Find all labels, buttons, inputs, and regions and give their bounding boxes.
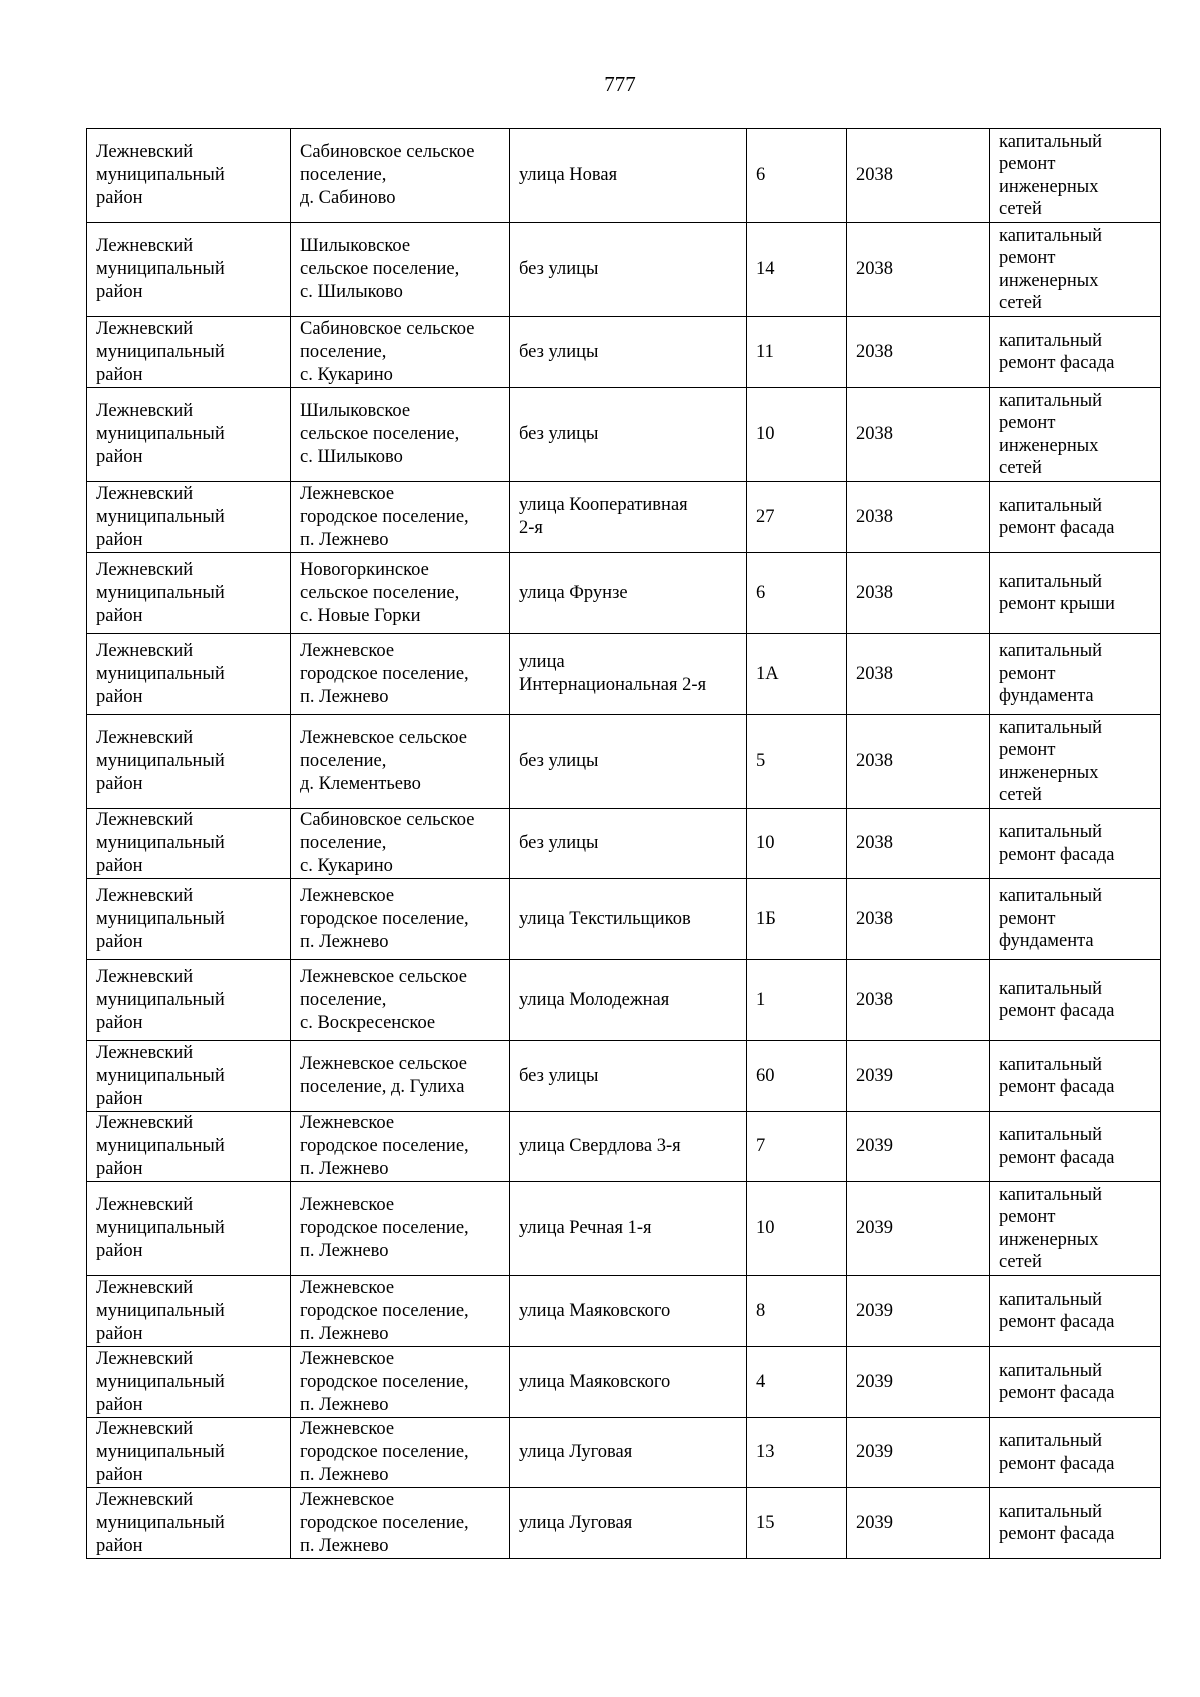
work-type-cell: капитальный ремонт инженерных сетей	[990, 1182, 1161, 1276]
district-cell: Лежневский муниципальный район	[87, 960, 291, 1041]
house-number-cell: 6	[747, 553, 847, 634]
work-type-cell: капитальный ремонт фундамента	[990, 634, 1161, 715]
settlement-cell: Лежневское сельское поселение, с. Воскресенское	[291, 960, 510, 1041]
year-cell: 2038	[847, 482, 990, 553]
district-cell: Лежневский муниципальный район	[87, 1182, 291, 1276]
work-type-cell: капитальный ремонт инженерных сетей	[990, 715, 1161, 809]
house-number-cell: 27	[747, 482, 847, 553]
district-cell: Лежневский муниципальный район	[87, 553, 291, 634]
table-row	[87, 1276, 1161, 1347]
year-cell: 2038	[847, 634, 990, 715]
street-cell: улица Фрунзе	[510, 553, 747, 634]
settlement-cell: Лежневское городское поселение, п. Лежнево	[291, 1488, 510, 1559]
settlement-cell: Лежневское городское поселение, п. Лежнево	[291, 1112, 510, 1182]
street-cell: улица Маяковского	[510, 1276, 747, 1347]
year-cell: 2039	[847, 1112, 990, 1182]
house-number-cell: 6	[747, 129, 847, 223]
year-cell: 2039	[847, 1276, 990, 1347]
settlement-cell: Лежневское сельское поселение, д. Клементьево	[291, 715, 510, 809]
table-row	[87, 223, 1161, 317]
work-type-cell: капитальный ремонт фасада	[990, 1276, 1161, 1347]
year-cell: 2038	[847, 317, 990, 388]
house-number-cell: 14	[747, 223, 847, 317]
house-number-cell: 7	[747, 1112, 847, 1182]
district-cell: Лежневский муниципальный район	[87, 129, 291, 223]
district-cell: Лежневский муниципальный район	[87, 879, 291, 960]
district-cell: Лежневский муниципальный район	[87, 1276, 291, 1347]
street-cell: без улицы	[510, 1041, 747, 1112]
house-number-cell: 8	[747, 1276, 847, 1347]
table-row	[87, 1112, 1161, 1182]
table-row	[87, 129, 1161, 223]
settlement-cell: Лежневское городское поселение, п. Лежнево	[291, 1347, 510, 1418]
house-number-cell: 5	[747, 715, 847, 809]
house-number-cell: 15	[747, 1488, 847, 1559]
house-number-cell: 1Б	[747, 879, 847, 960]
settlement-cell: Лежневское городское поселение, п. Лежнево	[291, 1276, 510, 1347]
work-type-cell: капитальный ремонт фасада	[990, 1112, 1161, 1182]
street-cell: улица Луговая	[510, 1488, 747, 1559]
work-type-cell: капитальный ремонт фасада	[990, 317, 1161, 388]
table-row	[87, 1182, 1161, 1276]
district-cell: Лежневский муниципальный район	[87, 1112, 291, 1182]
table-row	[87, 809, 1161, 879]
district-cell: Лежневский муниципальный район	[87, 1041, 291, 1112]
work-type-cell: капитальный ремонт инженерных сетей	[990, 388, 1161, 482]
district-cell: Лежневский муниципальный район	[87, 223, 291, 317]
street-cell: без улицы	[510, 715, 747, 809]
table-row	[87, 1347, 1161, 1418]
street-cell: без улицы	[510, 223, 747, 317]
house-number-cell: 10	[747, 1182, 847, 1276]
table-row	[87, 715, 1161, 809]
street-cell: улица Маяковского	[510, 1347, 747, 1418]
table-row	[87, 1418, 1161, 1488]
house-number-cell: 13	[747, 1418, 847, 1488]
repair-schedule-table	[86, 128, 1161, 1559]
settlement-cell: Лежневское городское поселение, п. Лежнево	[291, 482, 510, 553]
settlement-cell: Шилыковское сельское поселение, с. Шилыково	[291, 388, 510, 482]
settlement-cell: Лежневское городское поселение, п. Лежнево	[291, 1418, 510, 1488]
district-cell: Лежневский муниципальный район	[87, 482, 291, 553]
year-cell: 2038	[847, 879, 990, 960]
settlement-cell: Шилыковское сельское поселение, с. Шилыково	[291, 223, 510, 317]
district-cell: Лежневский муниципальный район	[87, 317, 291, 388]
work-type-cell: капитальный ремонт фасада	[990, 1347, 1161, 1418]
year-cell: 2039	[847, 1182, 990, 1276]
house-number-cell: 11	[747, 317, 847, 388]
work-type-cell: капитальный ремонт фасада	[990, 1418, 1161, 1488]
table-row	[87, 1041, 1161, 1112]
table-row	[87, 960, 1161, 1041]
street-cell: улица Текстильщиков	[510, 879, 747, 960]
house-number-cell: 1А	[747, 634, 847, 715]
house-number-cell: 10	[747, 388, 847, 482]
district-cell: Лежневский муниципальный район	[87, 388, 291, 482]
street-cell: улица Речная 1-я	[510, 1182, 747, 1276]
page-number: 777	[604, 72, 636, 96]
settlement-cell: Новогоркинское сельское поселение, с. Новые Горки	[291, 553, 510, 634]
district-cell: Лежневский муниципальный район	[87, 715, 291, 809]
street-cell: без улицы	[510, 388, 747, 482]
work-type-cell: капитальный ремонт фасада	[990, 809, 1161, 879]
street-cell: улица Молодежная	[510, 960, 747, 1041]
street-cell: без улицы	[510, 317, 747, 388]
house-number-cell: 1	[747, 960, 847, 1041]
street-cell: улица Интернациональная 2-я	[510, 634, 747, 715]
street-cell: без улицы	[510, 809, 747, 879]
street-cell: улица Новая	[510, 129, 747, 223]
year-cell: 2038	[847, 388, 990, 482]
house-number-cell: 10	[747, 809, 847, 879]
year-cell: 2038	[847, 553, 990, 634]
work-type-cell: капитальный ремонт инженерных сетей	[990, 129, 1161, 223]
year-cell: 2038	[847, 960, 990, 1041]
settlement-cell: Лежневское городское поселение, п. Лежнево	[291, 879, 510, 960]
year-cell: 2039	[847, 1488, 990, 1559]
year-cell: 2039	[847, 1418, 990, 1488]
district-cell: Лежневский муниципальный район	[87, 809, 291, 879]
district-cell: Лежневский муниципальный район	[87, 1488, 291, 1559]
year-cell: 2039	[847, 1041, 990, 1112]
work-type-cell: капитальный ремонт фасада	[990, 1041, 1161, 1112]
house-number-cell: 60	[747, 1041, 847, 1112]
settlement-cell: Сабиновское сельское поселение, с. Кукарино	[291, 809, 510, 879]
work-type-cell: капитальный ремонт фасада	[990, 960, 1161, 1041]
work-type-cell: капитальный ремонт крыши	[990, 553, 1161, 634]
street-cell: улица Свердлова 3-я	[510, 1112, 747, 1182]
settlement-cell: Сабиновское сельское поселение, д. Сабиново	[291, 129, 510, 223]
work-type-cell: капитальный ремонт инженерных сетей	[990, 223, 1161, 317]
house-number-cell: 4	[747, 1347, 847, 1418]
table-row	[87, 553, 1161, 634]
table-row	[87, 879, 1161, 960]
year-cell: 2039	[847, 1347, 990, 1418]
district-cell: Лежневский муниципальный район	[87, 1347, 291, 1418]
table-row	[87, 634, 1161, 715]
table-row	[87, 482, 1161, 553]
work-type-cell: капитальный ремонт фасада	[990, 482, 1161, 553]
settlement-cell: Лежневское городское поселение, п. Лежнево	[291, 634, 510, 715]
settlement-cell: Сабиновское сельское поселение, с. Кукарино	[291, 317, 510, 388]
year-cell: 2038	[847, 715, 990, 809]
district-cell: Лежневский муниципальный район	[87, 634, 291, 715]
settlement-cell: Лежневское городское поселение, п. Лежнево	[291, 1182, 510, 1276]
table-row	[87, 388, 1161, 482]
street-cell: улица Кооперативная 2-я	[510, 482, 747, 553]
street-cell: улица Луговая	[510, 1418, 747, 1488]
table-row	[87, 1488, 1161, 1559]
settlement-cell: Лежневское сельское поселение, д. Гулиха	[291, 1041, 510, 1112]
year-cell: 2038	[847, 809, 990, 879]
table-row	[87, 317, 1161, 388]
year-cell: 2038	[847, 223, 990, 317]
work-type-cell: капитальный ремонт фасада	[990, 1488, 1161, 1559]
work-type-cell: капитальный ремонт фундамента	[990, 879, 1161, 960]
district-cell: Лежневский муниципальный район	[87, 1418, 291, 1488]
year-cell: 2038	[847, 129, 990, 223]
